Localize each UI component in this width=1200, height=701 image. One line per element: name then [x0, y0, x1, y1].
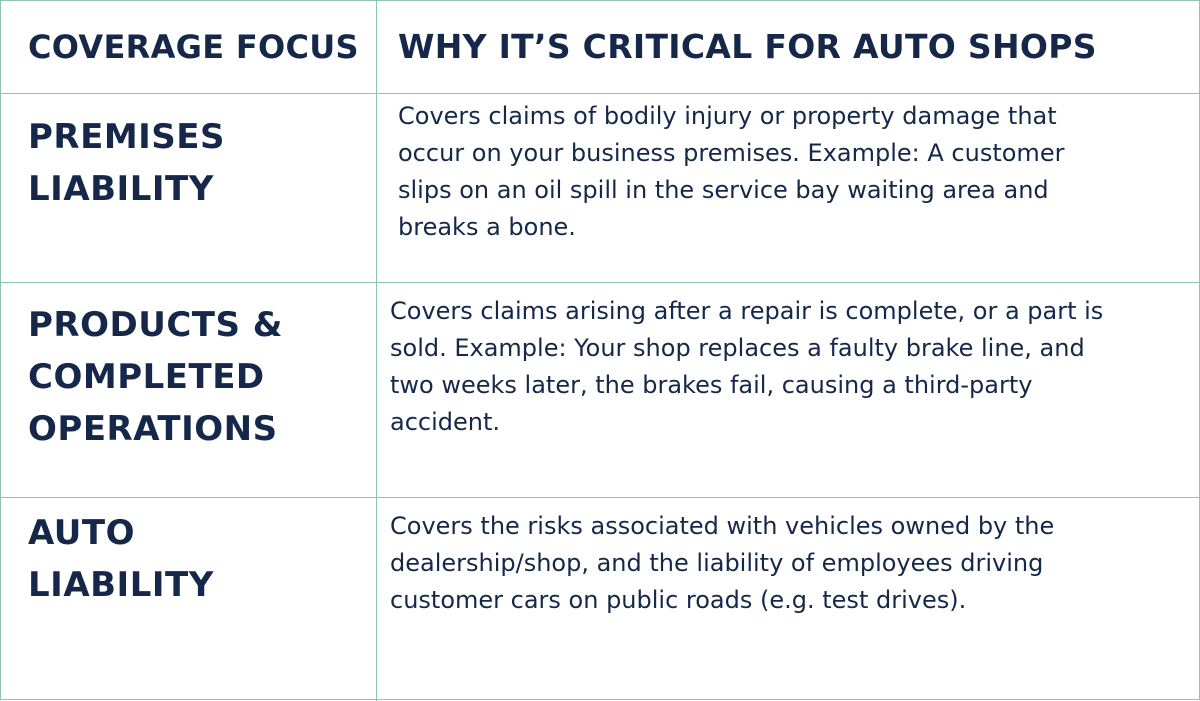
column-divider: [376, 1, 377, 701]
row-divider: [1, 93, 1200, 94]
row-divider: [1, 497, 1200, 498]
title-line: LIABILITY: [28, 565, 214, 605]
title-line: OPERATIONS: [28, 409, 278, 449]
title-line: COMPLETED: [28, 357, 265, 397]
title-line: LIABILITY: [28, 169, 214, 209]
column-header-coverage-focus: COVERAGE FOCUS: [28, 28, 359, 66]
row-auto-liability-title: [28, 507, 214, 611]
title-line: PRODUCTS &: [28, 305, 283, 345]
row-products-completed-operations-description: Covers claims arising after a repair is complete, or a part is sold. Example: Your shop replaces a faulty brake line, and two weeks later, the brakes fail, causing a third-party accident.: [390, 297, 1104, 436]
row-products-completed-operations-title: [28, 299, 283, 455]
row-premises-liability-description: Covers claims of bodily injury or property damage that occur on your business premises. Example: A customer slips on an oil spill in the service bay waiting area and breaks a bone.: [398, 102, 1065, 241]
title-line: PREMISES: [28, 117, 226, 157]
row-divider: [1, 282, 1200, 283]
column-header-why-critical: WHY IT’S CRITICAL FOR AUTO SHOPS: [398, 27, 1097, 66]
row-premises-liability-title: [28, 111, 225, 215]
row-auto-liability-description: Covers the risks associated with vehicles owned by the dealership/shop, and the liability of employees driving customer cars on public roads (e.g. test drives).: [390, 512, 1055, 614]
title-line: AUTO: [28, 513, 135, 553]
